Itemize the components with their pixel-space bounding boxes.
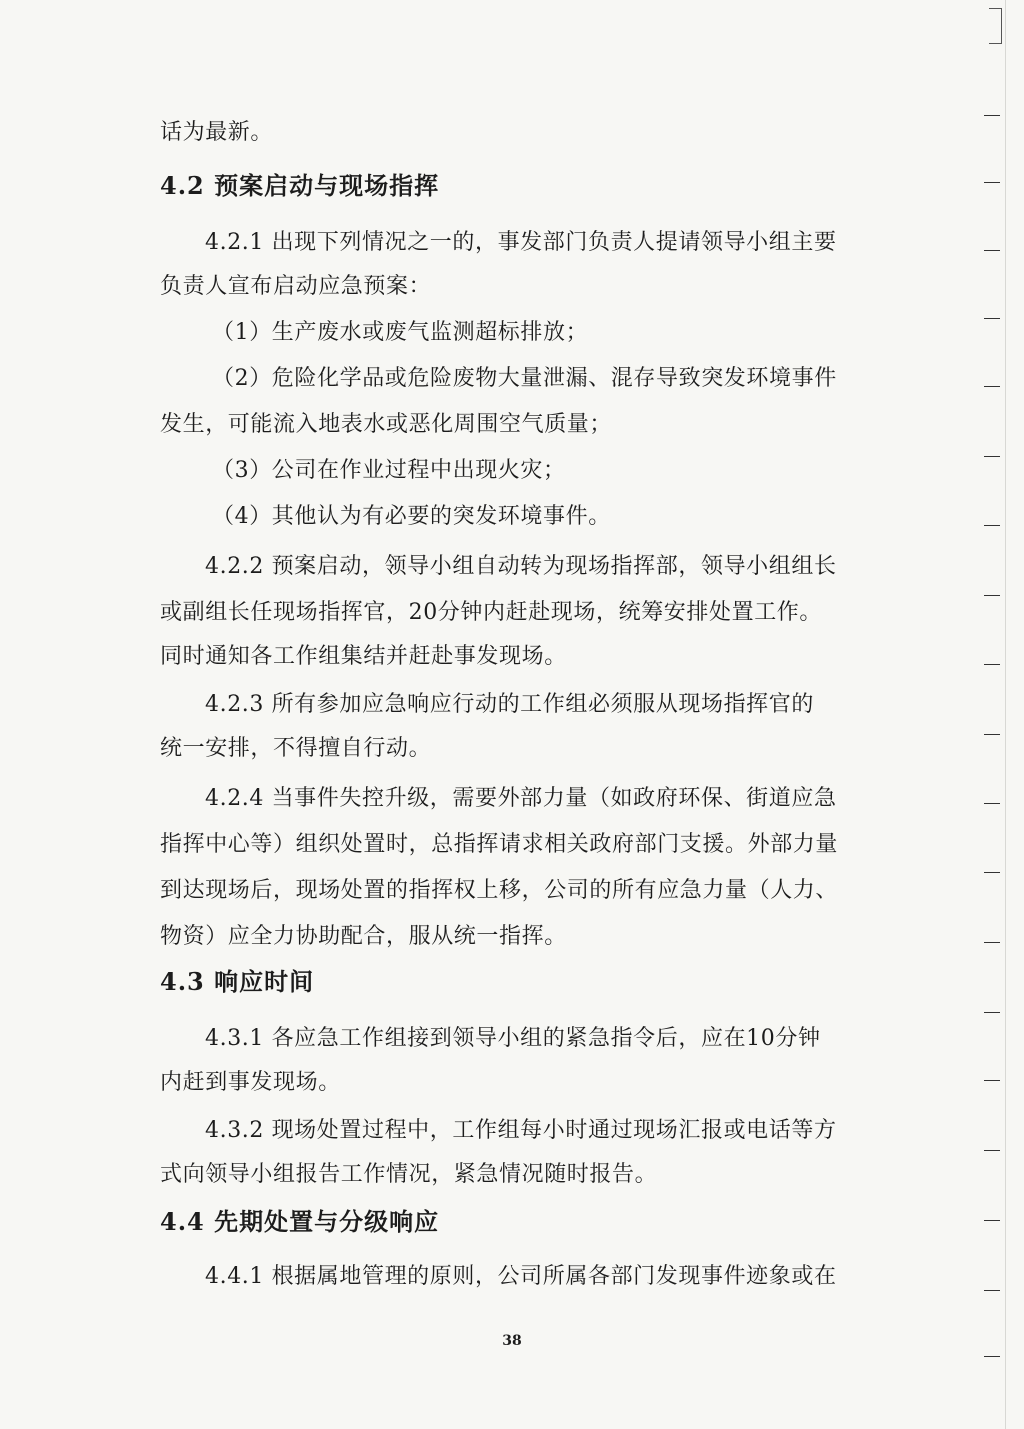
body-line: 或副组长任现场指挥官，20分钟内赶赴现场，统筹安排处置工作。: [160, 600, 822, 625]
body-line: 话为最新。: [160, 120, 274, 145]
margin-tick: [984, 318, 1000, 319]
margin-tick: [984, 1220, 1000, 1221]
body-line: 式向领导小组报告工作情况，紧急情况随时报告。: [160, 1162, 658, 1187]
body-line: 4.2.2 预案启动，领导小组自动转为现场指挥部，领导小组组长: [205, 554, 837, 579]
margin-tick: [984, 1012, 1000, 1013]
section-heading-4-3: 4.3 响应时间: [160, 967, 315, 996]
margin-tick: [984, 1080, 1000, 1081]
margin-tick: [984, 386, 1000, 387]
body-line: 物资）应全力协助配合，服从统一指挥。: [160, 924, 567, 949]
list-item: （4）其他认为有必要的突发环境事件。: [212, 504, 611, 529]
margin-tick: [984, 250, 1000, 251]
margin-tick: [984, 872, 1000, 873]
margin-tick: [984, 595, 1000, 596]
body-line: 内赶到事发现场。: [160, 1070, 341, 1095]
body-line: 指挥中心等）组织处置时，总指挥请求相关政府部门支援。外部力量: [160, 832, 839, 857]
body-line: 发生，可能流入地表水或恶化周围空气质量；: [160, 412, 613, 437]
list-item: （1）生产废水或废气监测超标排放；: [212, 320, 589, 345]
page-number: 38: [502, 1333, 522, 1349]
list-item: （3）公司在作业过程中出现火灾；: [212, 458, 566, 483]
margin-tick: [984, 734, 1000, 735]
margin-tick: [984, 182, 1000, 183]
margin-tick: [984, 456, 1000, 457]
margin-tick: [984, 115, 1000, 116]
list-item: （2）危险化学品或危险废物大量泄漏、混存导致突发环境事件: [212, 366, 837, 391]
margin-tick: [984, 803, 1000, 804]
body-line: 4.3.1 各应急工作组接到领导小组的紧急指令后，应在10分钟: [205, 1026, 821, 1051]
body-line: 4.4.1 根据属地管理的原则，公司所属各部门发现事件迹象或在: [205, 1264, 837, 1289]
margin-tick: [984, 664, 1000, 665]
margin-tick: [984, 1150, 1000, 1151]
body-line: 4.2.4 当事件失控升级，需要外部力量（如政府环保、街道应急: [205, 786, 837, 811]
body-line: 4.3.2 现场处置过程中，工作组每小时通过现场汇报或电话等方: [205, 1118, 837, 1143]
body-line: 同时通知各工作组集结并赶赴事发现场。: [160, 644, 567, 669]
body-line: 4.2.1 出现下列情况之一的，事发部门负责人提请领导小组主要: [205, 230, 837, 255]
margin-tick: [984, 1290, 1000, 1291]
margin-tick: [984, 525, 1000, 526]
body-line: 4.2.3 所有参加应急响应行动的工作组必须服从现场指挥官的: [205, 692, 814, 717]
body-line: 统一安排，不得擅自行动。: [160, 736, 432, 761]
binding-mark: [989, 8, 1002, 44]
section-heading-4-4: 4.4 先期处置与分级响应: [160, 1207, 440, 1236]
section-heading-4-2: 4.2 预案启动与现场指挥: [160, 171, 440, 200]
margin-tick: [984, 942, 1000, 943]
page-edge-rule: [1005, 0, 1006, 1429]
body-line: 到达现场后，现场处置的指挥权上移，公司的所有应急力量（人力、: [160, 878, 839, 903]
margin-tick: [984, 1356, 1000, 1357]
body-line: 负责人宣布启动应急预案：: [160, 274, 432, 299]
